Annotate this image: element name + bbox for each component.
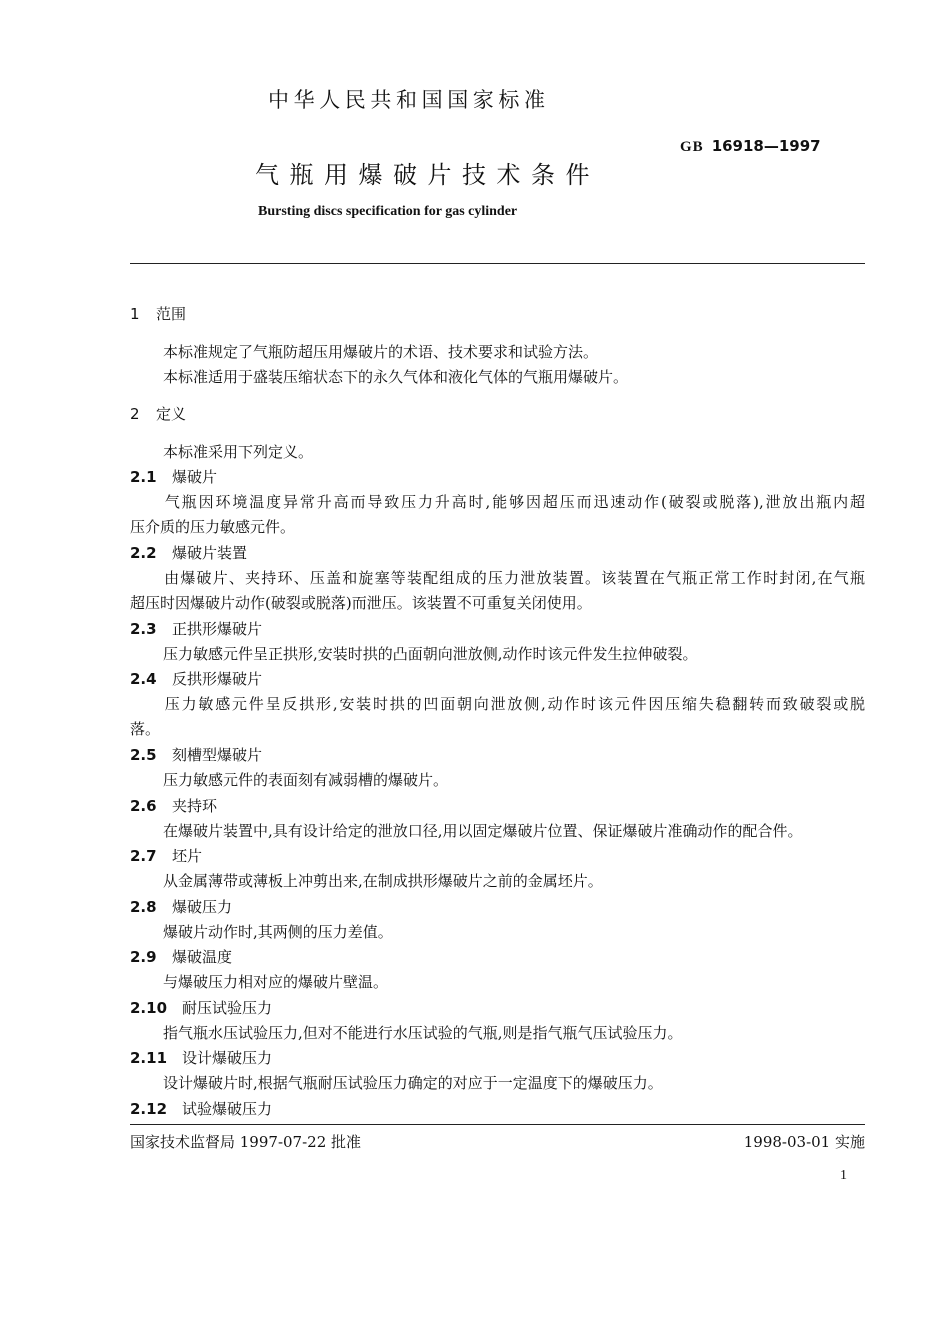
- definition-text-line: 指气瓶水压试验压力,但对不能进行水压试验的气瓶,则是指气瓶气压试验压力。: [163, 1024, 683, 1042]
- definition-heading: [130, 542, 247, 563]
- definition-text-line: [130, 693, 865, 714]
- definition-text-line: [130, 491, 865, 512]
- footer-divider: [130, 1124, 865, 1125]
- definition-number: 2.2: [130, 544, 157, 562]
- definition-text: 压力敏感元件呈反拱形,安装时拱的凹面朝向泄放侧,动作时该元件因压缩失稳翻转而致破裂或脱: [163, 695, 865, 713]
- document-title-en: Bursting discs specification for gas cylinder: [258, 204, 518, 219]
- definition-heading: [130, 744, 262, 765]
- section-title: 定义: [156, 405, 187, 423]
- definition-heading: [130, 896, 232, 917]
- definition-term: 爆破片: [172, 468, 218, 486]
- definition-heading: [130, 997, 272, 1018]
- definition-term: 爆破压力: [172, 898, 233, 916]
- paragraph: 本标准适用于盛装压缩状态下的永久气体和液化气体的气瓶用爆破片。: [163, 368, 629, 386]
- definition-heading: [130, 845, 202, 866]
- definition-term: 夹持环: [172, 797, 218, 815]
- definition-term: 耐压试验压力: [182, 999, 273, 1017]
- definition-text-line: 在爆破片装置中,具有设计给定的泄放口径,用以固定爆破片位置、保证爆破片准确动作的配合件。: [163, 822, 803, 840]
- definition-text-line: 超压时因爆破片动作(破裂或脱落)而泄压。该装置不可重复关闭使用。: [130, 594, 592, 612]
- definition-heading: [130, 1047, 272, 1068]
- definition-term: 坯片: [172, 847, 203, 865]
- definition-term: 爆破温度: [172, 948, 233, 966]
- definition-term: 刻槽型爆破片: [172, 746, 263, 764]
- definition-heading: [130, 668, 262, 689]
- definition-text-line: 与爆破压力相对应的爆破片壁温。: [163, 973, 389, 991]
- approval-date: 国家技术监督局 1997-07-22 批准: [130, 1133, 362, 1151]
- standard-code: [680, 137, 821, 156]
- definition-text-line: 落。: [130, 720, 161, 738]
- header-divider: [130, 263, 865, 264]
- definition-number: 2.5: [130, 746, 157, 764]
- definition-heading: [130, 795, 217, 816]
- definition-text: 气瓶因环境温度异常升高而导致压力升高时,能够因超压而迅速动作(破裂或脱落),泄放出瓶内超: [163, 493, 865, 511]
- standard-code-number: 16918—1997: [711, 137, 821, 155]
- definition-text-line: 设计爆破片时,根据气瓶耐压试验压力确定的对应于一定温度下的爆破压力。: [163, 1074, 663, 1092]
- definition-text-line: 从金属薄带或薄板上冲剪出来,在制成拱形爆破片之前的金属坯片。: [163, 872, 603, 890]
- definition-heading: [130, 1098, 272, 1119]
- section-heading-scope: [130, 303, 186, 324]
- definition-term: 试验爆破压力: [182, 1100, 273, 1118]
- definition-number: 2.6: [130, 797, 157, 815]
- definition-text-line: [130, 567, 865, 588]
- standard-code-prefix: GB: [680, 139, 704, 155]
- standard-org-heading: 中华人民共和国国家标准: [268, 88, 550, 112]
- definition-text-line: 压力敏感元件呈正拱形,安装时拱的凸面朝向泄放侧,动作时该元件发生拉伸破裂。: [163, 645, 698, 663]
- definition-number: 2.9: [130, 948, 157, 966]
- definition-number: 2.7: [130, 847, 157, 865]
- page-number: 1: [840, 1168, 847, 1183]
- section-heading-definitions: [130, 403, 186, 424]
- definition-number: 2.10: [130, 999, 168, 1017]
- definition-number: 2.4: [130, 670, 157, 688]
- definition-term: 爆破片装置: [172, 544, 248, 562]
- definition-number: 2.12: [130, 1100, 168, 1118]
- definition-number: 2.11: [130, 1049, 168, 1067]
- definition-number: 2.1: [130, 468, 157, 486]
- paragraph: 本标准采用下列定义。: [163, 443, 314, 461]
- definition-number: 2.3: [130, 620, 157, 638]
- definition-text-line: 压力敏感元件的表面刻有减弱槽的爆破片。: [163, 771, 449, 789]
- definition-text: 由爆破片、夹持环、压盖和旋塞等装配组成的压力泄放装置。该装置在气瓶正常工作时封闭,在气瓶: [163, 569, 865, 587]
- section-title: 范围: [156, 305, 187, 323]
- definition-term: 反拱形爆破片: [172, 670, 263, 688]
- definition-heading: [130, 946, 232, 967]
- definition-term: 设计爆破压力: [182, 1049, 273, 1067]
- definition-text-line: 压介质的压力敏感元件。: [130, 518, 296, 536]
- paragraph: 本标准规定了气瓶防超压用爆破片的术语、技术要求和试验方法。: [163, 343, 599, 361]
- document-title-cn: 气瓶用爆破片技术条件: [255, 161, 600, 189]
- definition-heading: [130, 618, 262, 639]
- effective-date: 1998-03-01 实施: [743, 1133, 865, 1151]
- section-number: 2: [130, 405, 140, 423]
- section-number: 1: [130, 305, 140, 323]
- definition-heading: [130, 466, 217, 487]
- definition-text-line: 爆破片动作时,其两侧的压力差值。: [163, 923, 393, 941]
- definition-number: 2.8: [130, 898, 157, 916]
- definition-term: 正拱形爆破片: [172, 620, 263, 638]
